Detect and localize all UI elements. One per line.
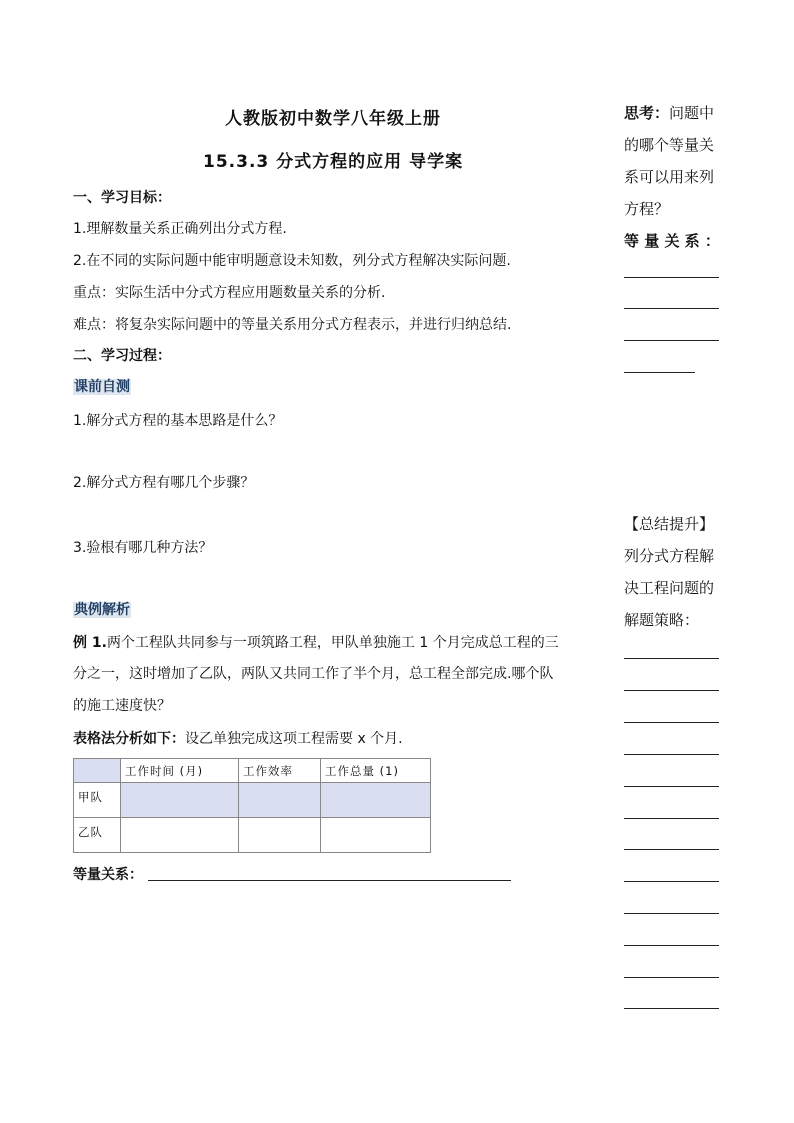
summary-blank[interactable] (624, 913, 719, 914)
table-row-label-b: 乙队 (74, 818, 121, 853)
table-row (74, 783, 431, 818)
answer-blank[interactable] (624, 340, 719, 341)
table-cell[interactable] (121, 783, 239, 818)
pretest-tag-label: 课前自测 (74, 379, 130, 395)
summary-blank[interactable] (624, 690, 719, 691)
summary-blank[interactable] (624, 881, 719, 882)
answer-blank[interactable] (624, 277, 719, 278)
objective-item-2: 2.在不同的实际问题中能审明题意设未知数，列分式方程解决实际问题. (73, 253, 511, 269)
key-point: 重点：实际生活中分式方程应用题数量关系的分析. (73, 285, 386, 301)
table-row-label-a: 甲队 (74, 783, 121, 818)
table-intro-bold: 表格法分析如下： (73, 731, 185, 747)
pretest-question-2: 2.解分式方程有哪几个步骤？ (73, 475, 255, 491)
example-label: 例 1. (73, 635, 107, 651)
table-header-corner (74, 759, 121, 783)
example-line-2: 分之一，这时增加了乙队，两队又共同工作了半个月，总工程全部完成.哪个队 (73, 666, 554, 682)
table-row (74, 818, 431, 853)
summary-line-1: 列分式方程解 (624, 547, 715, 565)
think-line-2: 的哪个等量关 (624, 136, 715, 154)
summary-line-2: 决工程问题的 (624, 579, 715, 597)
table-header-total: 工作总量 (1) (321, 759, 431, 783)
summary-line-3: 解题策略： (624, 611, 700, 629)
think-line-4: 方程？ (624, 200, 670, 218)
difficulty-point: 难点：将复杂实际问题中的等量关系用分式方程表示，并进行归纳总结. (73, 317, 512, 333)
process-heading: 二、学习过程： (73, 348, 171, 364)
table-cell[interactable] (239, 783, 321, 818)
example-line-3: 的施工速度快？ (73, 698, 171, 714)
summary-title: 【总结提升】 (624, 515, 715, 533)
table-intro (73, 728, 403, 748)
table-cell[interactable] (321, 818, 431, 853)
answer-blank[interactable] (624, 308, 719, 309)
think-label: 思考： (624, 104, 670, 122)
summary-blank[interactable] (624, 818, 719, 819)
think-note (624, 97, 724, 257)
table-header-time: 工作时间 (月) (121, 759, 239, 783)
summary-blank[interactable] (624, 977, 719, 978)
objective-item-1: 1.理解数量关系正确列出分式方程. (73, 221, 287, 237)
objectives-heading: 一、学习目标： (73, 190, 171, 206)
pretest-question-3: 3.验根有哪几种方法？ (73, 540, 213, 556)
example-tag-label: 典例解析 (74, 602, 130, 618)
summary-blank[interactable] (624, 722, 719, 723)
table-header-efficiency: 工作效率 (239, 759, 321, 783)
summary-note (624, 508, 724, 636)
example-text-1: 两个工程队共同参与一项筑路工程，甲队单独施工 1 个月完成总工程的三 (106, 635, 559, 651)
pretest-tag (73, 376, 131, 396)
equation-answer-line[interactable] (148, 880, 511, 881)
think-line-3: 系可以用来列 (624, 168, 715, 186)
table-header-row (74, 759, 431, 783)
summary-blank[interactable] (624, 786, 719, 787)
table-cell[interactable] (321, 783, 431, 818)
answer-blank[interactable] (624, 372, 695, 373)
summary-blank[interactable] (624, 658, 719, 659)
table-intro-rest: 设乙单独完成这项工程需要 x 个月. (185, 731, 403, 747)
summary-blank[interactable] (624, 1008, 719, 1009)
think-line-1 (624, 97, 724, 129)
summary-blank[interactable] (624, 849, 719, 850)
example-line-1 (73, 632, 559, 652)
table-cell[interactable] (121, 818, 239, 853)
think-text-1: 问题中 (669, 104, 715, 122)
table-cell[interactable] (239, 818, 321, 853)
summary-blank[interactable] (624, 754, 719, 755)
document-title: 人教版初中数学八年级上册 (225, 109, 441, 129)
equal-relation-label: 等 量 关 系 ： (624, 232, 720, 250)
example-tag (73, 599, 131, 619)
pretest-question-1: 1.解分式方程的基本思路是什么？ (73, 413, 283, 429)
document-subtitle: 15.3.3 分式方程的应用 导学案 (203, 152, 464, 172)
analysis-table (73, 758, 431, 853)
summary-blank[interactable] (624, 945, 719, 946)
equation-label: 等量关系： (73, 867, 143, 883)
